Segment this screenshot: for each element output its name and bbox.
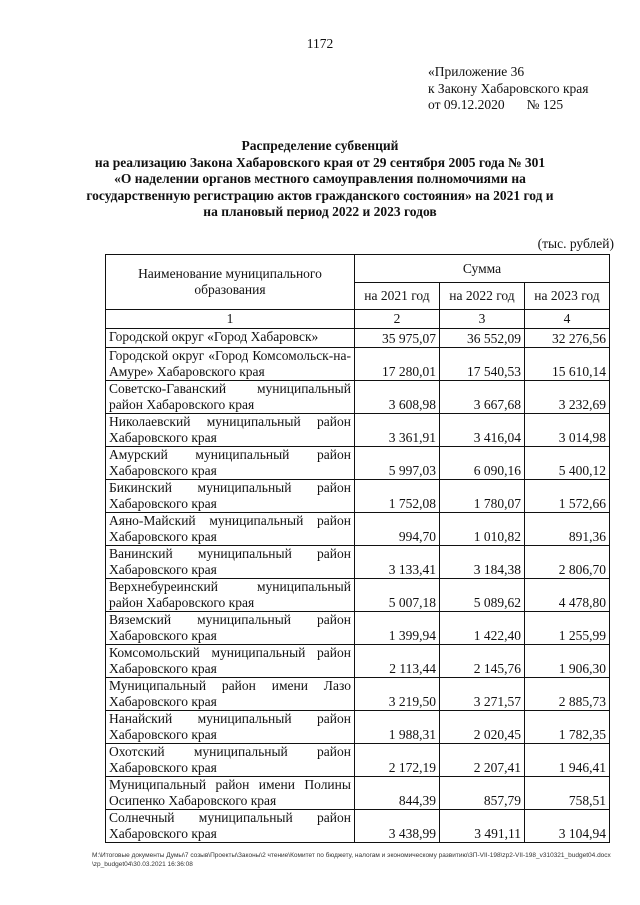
- value-2023: 3 104,94: [524, 810, 609, 843]
- value-2021: 2 113,44: [354, 645, 439, 678]
- table-row: [106, 381, 610, 414]
- value-2021: 1 752,08: [354, 480, 439, 513]
- value-2021: 3 438,99: [354, 810, 439, 843]
- table-row: [106, 579, 610, 612]
- subsidy-table: [105, 254, 610, 843]
- page-number: 1172: [306, 36, 334, 51]
- value-2023: 15 610,14: [524, 348, 609, 381]
- appendix-block: [428, 64, 589, 114]
- file-path-footer: M:\Итоговые документы Думы\7 созыв\Проекты\Законы\2 чтение\Комитет по бюджету, налогам и экономическому развитию\3П-VII-198\zp2-VII-198_v310321_budget04.docx\zp_budget04\30.03.2021 16:36:08: [92, 852, 611, 868]
- value-2023: 3 014,98: [524, 414, 609, 447]
- column-index: 3: [439, 310, 524, 329]
- municipality-name: Верхнебуреинский муниципальный район Хабаровского края: [106, 579, 355, 612]
- value-2021: 5 007,18: [354, 579, 439, 612]
- value-2022: 857,79: [439, 777, 524, 810]
- table-row: [106, 480, 610, 513]
- appendix-date-line: [428, 97, 589, 114]
- value-2022: 3 491,11: [439, 810, 524, 843]
- column-index: 1: [106, 310, 355, 329]
- value-2021: 3 361,91: [354, 414, 439, 447]
- value-2023: 2 806,70: [524, 546, 609, 579]
- header-year-2021: на 2021 год: [354, 283, 439, 310]
- table-row: [106, 678, 610, 711]
- value-2023: 758,51: [524, 777, 609, 810]
- value-2021: 2 172,19: [354, 744, 439, 777]
- municipality-name: Амурский муниципальный район Хабаровского края: [106, 447, 355, 480]
- municipality-name: Муниципальный район имени Лазо Хабаровского края: [106, 678, 355, 711]
- value-2021: 844,39: [354, 777, 439, 810]
- value-2022: 5 089,62: [439, 579, 524, 612]
- value-2022: 2 207,41: [439, 744, 524, 777]
- municipality-name: Охотский муниципальный район Хабаровского края: [106, 744, 355, 777]
- value-2023: 891,36: [524, 513, 609, 546]
- column-index: 4: [524, 310, 609, 329]
- table-row: [106, 447, 610, 480]
- value-2023: 5 400,12: [524, 447, 609, 480]
- header-year-2022: на 2022 год: [439, 283, 524, 310]
- table-row: [106, 348, 610, 381]
- value-2022: 6 090,16: [439, 447, 524, 480]
- table-row: [106, 612, 610, 645]
- value-2021: 35 975,07: [354, 329, 439, 348]
- title-line-3: «О наделении органов местного самоуправления полномочиями на: [114, 171, 526, 186]
- value-2021: 1 988,31: [354, 711, 439, 744]
- appendix-number: № 125: [526, 97, 564, 112]
- header-name: Наименование муниципального образования: [106, 255, 355, 310]
- value-2022: 1 780,07: [439, 480, 524, 513]
- value-2023: 1 572,66: [524, 480, 609, 513]
- value-2021: 994,70: [354, 513, 439, 546]
- header-year-2023: на 2023 год: [524, 283, 609, 310]
- value-2021: 17 280,01: [354, 348, 439, 381]
- municipality-name: Нанайский муниципальный район Хабаровского края: [106, 711, 355, 744]
- table-row: [106, 546, 610, 579]
- municipality-name: Муниципальный район имени Полины Осипенко Хабаровского края: [106, 777, 355, 810]
- document-title: [70, 138, 570, 221]
- appendix-line-2: к Закону Хабаровского края: [428, 80, 589, 96]
- value-2021: 5 997,03: [354, 447, 439, 480]
- municipality-name: Городской округ «Город Комсомольск-на-Амуре» Хабаровского края: [106, 348, 355, 381]
- municipality-name: Ванинский муниципальный район Хабаровского края: [106, 546, 355, 579]
- table-row: [106, 645, 610, 678]
- value-2021: 1 399,94: [354, 612, 439, 645]
- value-2023: 2 885,73: [524, 678, 609, 711]
- value-2023: 1 946,41: [524, 744, 609, 777]
- appendix-date: от 09.12.2020: [428, 97, 505, 112]
- table-row: [106, 744, 610, 777]
- municipality-name: Аяно-Майский муниципальный район Хабаровского края: [106, 513, 355, 546]
- header-sum: Сумма: [354, 255, 609, 283]
- value-2023: 1 255,99: [524, 612, 609, 645]
- municipality-name: Городской округ «Город Хабаровск»: [106, 329, 355, 348]
- column-index: 2: [354, 310, 439, 329]
- table-row: [106, 414, 610, 447]
- value-2023: 3 232,69: [524, 381, 609, 414]
- municipality-name: Вяземский муниципальный район Хабаровского края: [106, 612, 355, 645]
- table-row: [106, 329, 610, 348]
- municipality-name: Бикинский муниципальный район Хабаровского края: [106, 480, 355, 513]
- appendix-line-1: «Приложение 36: [428, 64, 525, 79]
- value-2021: 3 133,41: [354, 546, 439, 579]
- value-2021: 3 219,50: [354, 678, 439, 711]
- value-2023: 1 782,35: [524, 711, 609, 744]
- value-2022: 3 416,04: [439, 414, 524, 447]
- title-line-1: Распределение субвенций: [241, 138, 399, 153]
- municipality-name: Комсомольский муниципальный район Хабаровского края: [106, 645, 355, 678]
- municipality-name: Советско-Гаванский муниципальный район Хабаровского края: [106, 381, 355, 414]
- value-2022: 3 271,57: [439, 678, 524, 711]
- value-2023: 1 906,30: [524, 645, 609, 678]
- value-2021: 3 608,98: [354, 381, 439, 414]
- value-2023: 4 478,80: [524, 579, 609, 612]
- value-2023: 32 276,56: [524, 329, 609, 348]
- table-row: [106, 810, 610, 843]
- unit-label: (тыс. рублей): [537, 236, 614, 251]
- value-2022: 2 145,76: [439, 645, 524, 678]
- municipality-name: Солнечный муниципальный район Хабаровского края: [106, 810, 355, 843]
- municipality-name: Николаевский муниципальный район Хабаровского края: [106, 414, 355, 447]
- value-2022: 36 552,09: [439, 329, 524, 348]
- value-2022: 2 020,45: [439, 711, 524, 744]
- value-2022: 1 010,82: [439, 513, 524, 546]
- table-row: [106, 513, 610, 546]
- value-2022: 17 540,53: [439, 348, 524, 381]
- title-line-4: государственную регистрацию актов гражданского состояния» на 2021 год и: [86, 187, 554, 203]
- title-line-5: на плановый период 2022 и 2023 годов: [203, 204, 437, 219]
- value-2022: 3 184,38: [439, 546, 524, 579]
- title-line-2: на реализацию Закона Хабаровского края от 29 сентября 2005 года № 301: [94, 154, 546, 170]
- value-2022: 1 422,40: [439, 612, 524, 645]
- table-row: [106, 777, 610, 810]
- table-row: [106, 711, 610, 744]
- value-2022: 3 667,68: [439, 381, 524, 414]
